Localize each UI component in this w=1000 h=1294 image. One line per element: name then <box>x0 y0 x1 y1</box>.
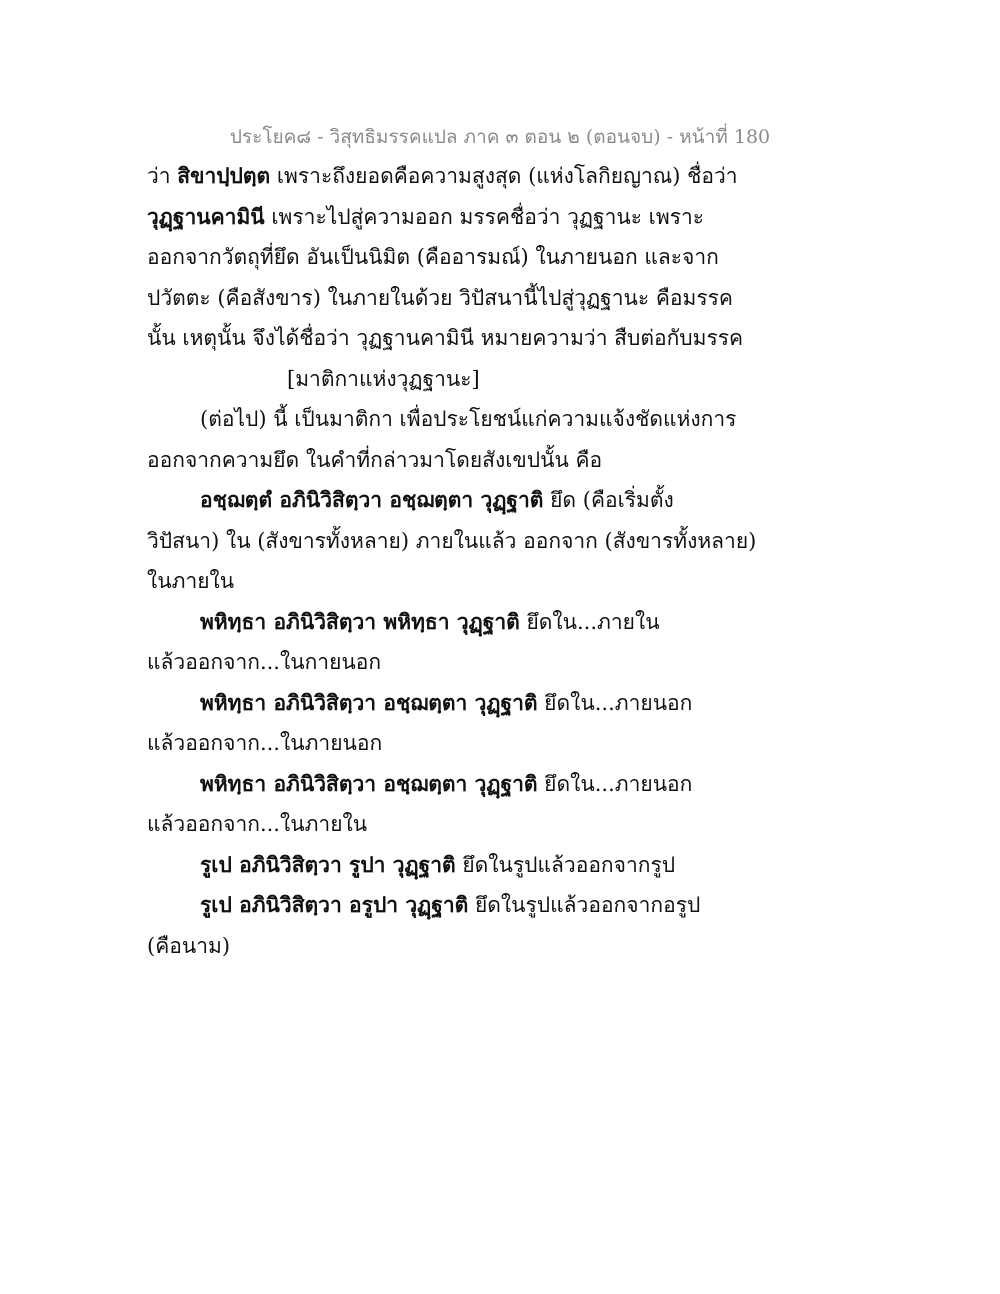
pali-term: วุฏฺฐานคามินี <box>147 203 265 229</box>
line-text: ยึดใน...ภายนอก <box>537 771 693 796</box>
page-header: ประโยค๘ - วิสุทธิมรรคแปล ภาค ๓ ตอน ๒ (ตอนจบ) - หน้าที่ 180 <box>229 126 771 148</box>
text-line-17: แล้วออกจาก...ในภายใน <box>147 812 368 836</box>
line-text: ยึดใน...ภายใน <box>519 609 660 634</box>
line-text: ว่า <box>147 164 178 188</box>
pali-term: พหิทฺธา อภินิวิสิตฺวา อชฺฌตฺตา วุฏฺฐาติ <box>200 770 538 796</box>
pali-term: พหิทฺธา อภินิวิสิตฺวา อชฺฌตฺตา วุฏฺฐาติ <box>200 689 538 715</box>
text-line-15: แล้วออกจาก...ในภายนอก <box>147 731 383 755</box>
text-line-5: นั้น เหตุนั้น จึงได้ชื่อว่า วุฏฐานคามินี หมายความว่า สืบต่อกับมรรค <box>147 326 744 350</box>
text-line-12 <box>147 602 867 643</box>
line-text: ยึดในรูปแล้วออกจากรูป <box>455 852 676 877</box>
text-line-13: แล้วออกจาก...ในกายนอก <box>147 650 382 674</box>
line-text: ยึดใน...ภายนอก <box>537 690 693 715</box>
line-text: เพราะถึงยอดคือความสูงสุด (แห่งโลกิยญาณ) ชื่อว่า <box>270 164 738 188</box>
text-line-19 <box>147 885 867 926</box>
text-line-20: (คือนาม) <box>147 933 231 958</box>
section-heading: [มาติกาแห่งวุฏฐานะ] <box>287 366 480 391</box>
text-line-11: ในภายใน <box>147 569 235 593</box>
text-line-1 <box>147 156 867 197</box>
text-line-18 <box>147 845 867 886</box>
text-line-2 <box>147 197 867 238</box>
pali-term: สิขาปฺปตฺต <box>177 163 271 188</box>
pali-term: พหิทฺธา อภินิวิสิตฺวา พหิทฺธา วุฏฺฐาติ <box>200 608 520 634</box>
text-line-4: ปวัตตะ (คือสังขาร) ในภายในด้วย วิปัสนานี้ไปสู่วุฏฐานะ คือมรรค <box>147 285 733 310</box>
text-line-16 <box>147 764 867 805</box>
text-line-7: (ต่อไป) นี้ เป็นมาติกา เพื่อประโยชน์แก่ความแจ้งชัดแห่งการ <box>200 407 737 431</box>
text-line-9 <box>147 480 867 521</box>
pali-term: รูเป อภินิวิสิตฺวา อรูปา วุฏฺฐาติ <box>200 892 469 917</box>
line-text: เพราะไปสู่ความออก มรรคชื่อว่า วุฏฐานะ เพราะ <box>264 204 705 229</box>
text-line-14 <box>147 683 867 724</box>
pali-term: รูเป อภินิวิสิตฺวา รูปา วุฏฺฐาติ <box>200 851 456 877</box>
line-text: ยึด (คือเริ่มตั้ง <box>543 488 674 512</box>
text-line-8: ออกจากความยึด ในคำที่กล่าวมาโดยสังเขปนั้น คือ <box>147 447 603 472</box>
text-line-3: ออกจากวัตถุที่ยึด อันเป็นนิมิต (คืออารมณ์) ในภายนอก และจาก <box>147 245 719 269</box>
line-text: ยึดในรูปแล้วออกจากอรูป <box>468 893 701 917</box>
body-text <box>147 156 867 966</box>
text-line-10: วิปัสนา) ใน (สังขารทั้งหลาย) ภายในแล้ว ออกจาก (สังขารทั้งหลาย) <box>147 528 757 553</box>
pali-term: อชฺฌตฺตํ อภินิวิสิตฺวา อชฺฌตฺตา วุฏฺฐาติ <box>200 487 544 512</box>
